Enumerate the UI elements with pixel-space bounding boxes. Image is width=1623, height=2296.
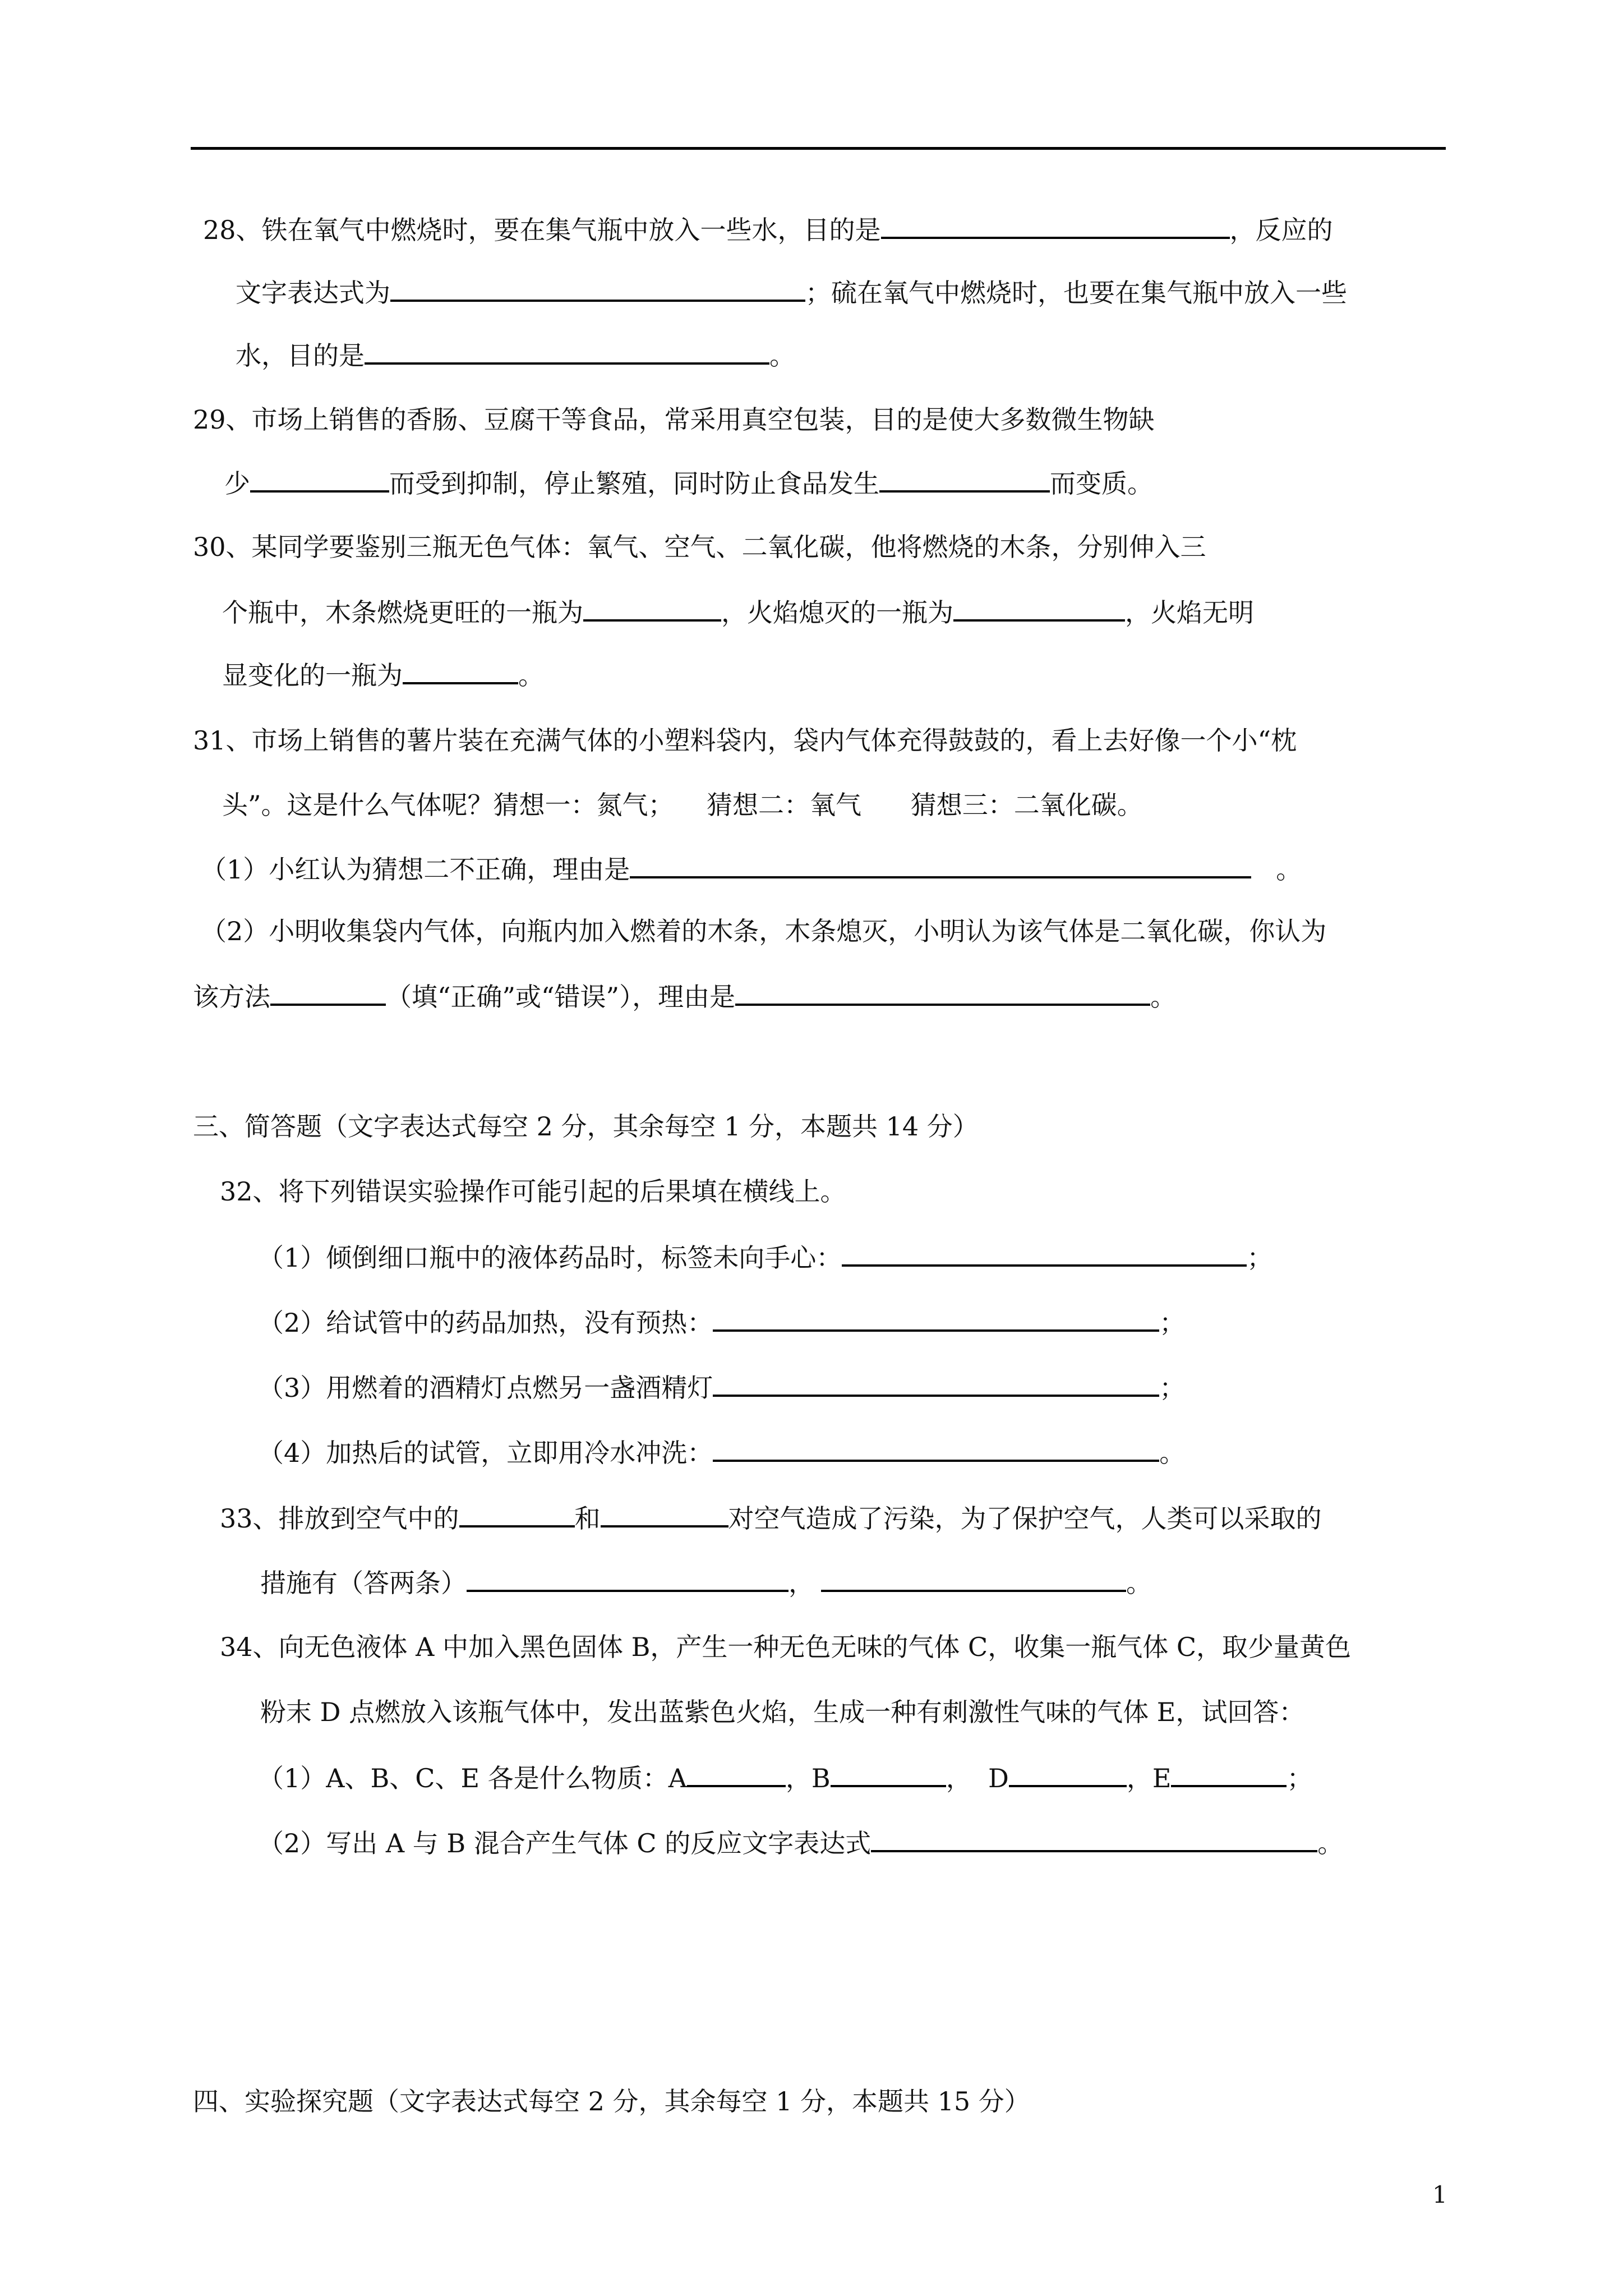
- q32-blank-1[interactable]: [842, 1240, 1247, 1267]
- q28-line-1: [203, 212, 1333, 247]
- q32-text: （2）给试管中的药品加热，没有预热：: [258, 1308, 713, 1338]
- q28-text: 28、铁在氧气中燃烧时，要在集气瓶中放入一些水，目的是: [203, 215, 881, 245]
- q34-text: ， D: [946, 1763, 1009, 1793]
- q33-text: 对空气造成了污染，为了保护空气，人类可以采取的: [728, 1503, 1322, 1534]
- q31-text: （填“正确”或“错误”），理由是: [386, 982, 736, 1012]
- q30-text: 。: [518, 660, 544, 691]
- section-4-heading: 四、实验探究题（文字表达式每空 2 分，其余每空 1 分，本题共 15 分）: [193, 2086, 1030, 2116]
- q34-text: （2）写出 A 与 B 混合产生气体 C 的反应文字表达式: [258, 1828, 872, 1858]
- q30-blank-1[interactable]: [583, 595, 721, 622]
- q32-item-4: [258, 1435, 1185, 1470]
- q32-text: 。: [1159, 1438, 1186, 1468]
- q33-blank-4[interactable]: [821, 1565, 1126, 1592]
- q32-text: ；: [1247, 1243, 1273, 1273]
- q34-sub-1: [258, 1760, 1312, 1795]
- q33-text: 。: [1126, 1568, 1152, 1598]
- q28-line-2: [236, 275, 1347, 310]
- q32-text: ；: [1159, 1308, 1186, 1338]
- section-3-heading: 三、简答题（文字表达式每空 2 分，其余每空 1 分，本题共 14 分）: [193, 1111, 979, 1142]
- q28-text: 水，目的是: [236, 341, 365, 371]
- q32-blank-2[interactable]: [713, 1305, 1159, 1332]
- q31-text: 该方法: [193, 982, 270, 1012]
- q31-part-2-line-2: [193, 979, 1176, 1014]
- q31-blank-reason-2[interactable]: [735, 979, 1150, 1006]
- q30-text: 个瓶中，木条燃烧更旺的一瓶为: [222, 597, 583, 628]
- q31-blank-judgement[interactable]: [270, 979, 386, 1006]
- q29-text: 而受到抑制，停止繁殖，同时防止食品发生: [389, 468, 879, 499]
- q32-item-1: [258, 1240, 1272, 1274]
- q29-text: 少: [224, 468, 250, 499]
- page-number: 1: [1432, 2181, 1447, 2208]
- q34-text: 。: [1317, 1828, 1344, 1858]
- q32-item-2: [258, 1305, 1185, 1340]
- q31-part-1: [201, 852, 1302, 886]
- q34-text: ；: [1287, 1763, 1313, 1793]
- q29-blank-1[interactable]: [250, 466, 389, 493]
- q34-line-1: 34、向无色液体 A 中加入黑色固体 B，产生一种无色无味的气体 C，收集一瓶气体 C，取少量黄色: [220, 1632, 1352, 1662]
- q28-blank-equation[interactable]: [390, 275, 805, 302]
- q33-text: 33、排放到空气中的: [220, 1503, 459, 1534]
- q33-line-2: [260, 1565, 1152, 1600]
- q30-text: ，火焰熄灭的一瓶为: [721, 597, 953, 628]
- q34-text: （1）A、B、C、E 各是什么物质：A: [258, 1763, 687, 1793]
- q32-text: ；: [1159, 1373, 1186, 1403]
- q28-blank-sulfur-purpose[interactable]: [365, 338, 769, 365]
- header-rule: [191, 147, 1446, 150]
- q33-blank-2[interactable]: [601, 1501, 728, 1527]
- q29-line-2: [224, 466, 1153, 500]
- q31-text: （1）小红认为猜想二不正确，理由是: [201, 854, 630, 885]
- q30-text: ，火焰无明: [1125, 597, 1254, 628]
- q34-blank-d[interactable]: [1009, 1760, 1127, 1787]
- q31-text: 。: [1150, 982, 1177, 1012]
- q31-blank-reason-1[interactable]: [630, 852, 1251, 878]
- q34-blank-equation[interactable]: [871, 1825, 1317, 1852]
- q34-text: ，E: [1126, 1763, 1172, 1793]
- q34-line-2: 粉末 D 点燃放入该瓶气体中，发出蓝紫色火焰，生成一种有刺激性气味的气体 E，试回答：: [260, 1697, 1305, 1727]
- q30-line-1: 30、某同学要鉴别三瓶无色气体：氧气、空气、二氧化碳，他将燃烧的木条，分别伸入三: [193, 532, 1206, 562]
- q30-blank-3[interactable]: [403, 657, 518, 684]
- q31-text: 。: [1276, 854, 1302, 885]
- q34-blank-e[interactable]: [1171, 1760, 1287, 1787]
- q33-text: ，: [789, 1568, 814, 1598]
- q29-line-1: 29、市场上销售的香肠、豆腐干等食品，常采用真空包装，目的是使大多数微生物缺: [193, 404, 1155, 435]
- q34-blank-b[interactable]: [831, 1760, 946, 1787]
- q31-line-2: 头”。这是什么气体呢？猜想一：氮气； 猜想二：氧气 猜想三：二氧化碳。: [222, 790, 1143, 820]
- q32-text: （3）用燃着的酒精灯点燃另一盏酒精灯: [258, 1373, 713, 1403]
- q28-text: 文字表达式为: [236, 278, 390, 308]
- q28-text: 。: [769, 341, 795, 371]
- q28-text: ；硫在氧气中燃烧时，也要在集气瓶中放入一些: [805, 278, 1347, 308]
- q32-text: （1）倾倒细口瓶中的液体药品时，标签未向手心：: [258, 1243, 842, 1273]
- q28-line-3: [236, 338, 795, 372]
- q30-blank-2[interactable]: [953, 595, 1125, 622]
- q33-line-1: [220, 1501, 1322, 1535]
- q32-blank-4[interactable]: [713, 1435, 1159, 1462]
- q32-blank-3[interactable]: [713, 1370, 1159, 1397]
- q32-item-3: [258, 1370, 1185, 1405]
- q31-part-2: （2）小明收集袋内气体，向瓶内加入燃着的木条，木条熄灭，小明认为该气体是二氧化碳，你认为: [201, 916, 1327, 946]
- q32-stem: 32、将下列错误实验操作可能引起的后果填在横线上。: [220, 1176, 846, 1207]
- q33-blank-3[interactable]: [467, 1565, 789, 1592]
- q28-blank-purpose[interactable]: [881, 212, 1230, 239]
- q31-line-1: 31、市场上销售的薯片装在充满气体的小塑料袋内，袋内气体充得鼓鼓的，看上去好像一个小“枕: [193, 725, 1297, 756]
- q28-text: ，反应的: [1229, 215, 1333, 245]
- q33-blank-1[interactable]: [459, 1501, 575, 1527]
- q30-line-3: [222, 657, 544, 692]
- q34-text: ，B: [785, 1763, 831, 1793]
- q29-blank-2[interactable]: [879, 466, 1050, 493]
- q33-text: 措施有（答两条）: [260, 1568, 467, 1598]
- q30-text: 显变化的一瓶为: [222, 660, 403, 691]
- q33-text: 和: [574, 1503, 601, 1534]
- q34-blank-a[interactable]: [687, 1760, 786, 1787]
- q30-line-2: [222, 595, 1254, 629]
- q34-sub-2: [258, 1825, 1343, 1860]
- q29-text: 而变质。: [1050, 468, 1153, 499]
- q32-text: （4）加热后的试管，立即用冷水冲洗：: [258, 1438, 713, 1468]
